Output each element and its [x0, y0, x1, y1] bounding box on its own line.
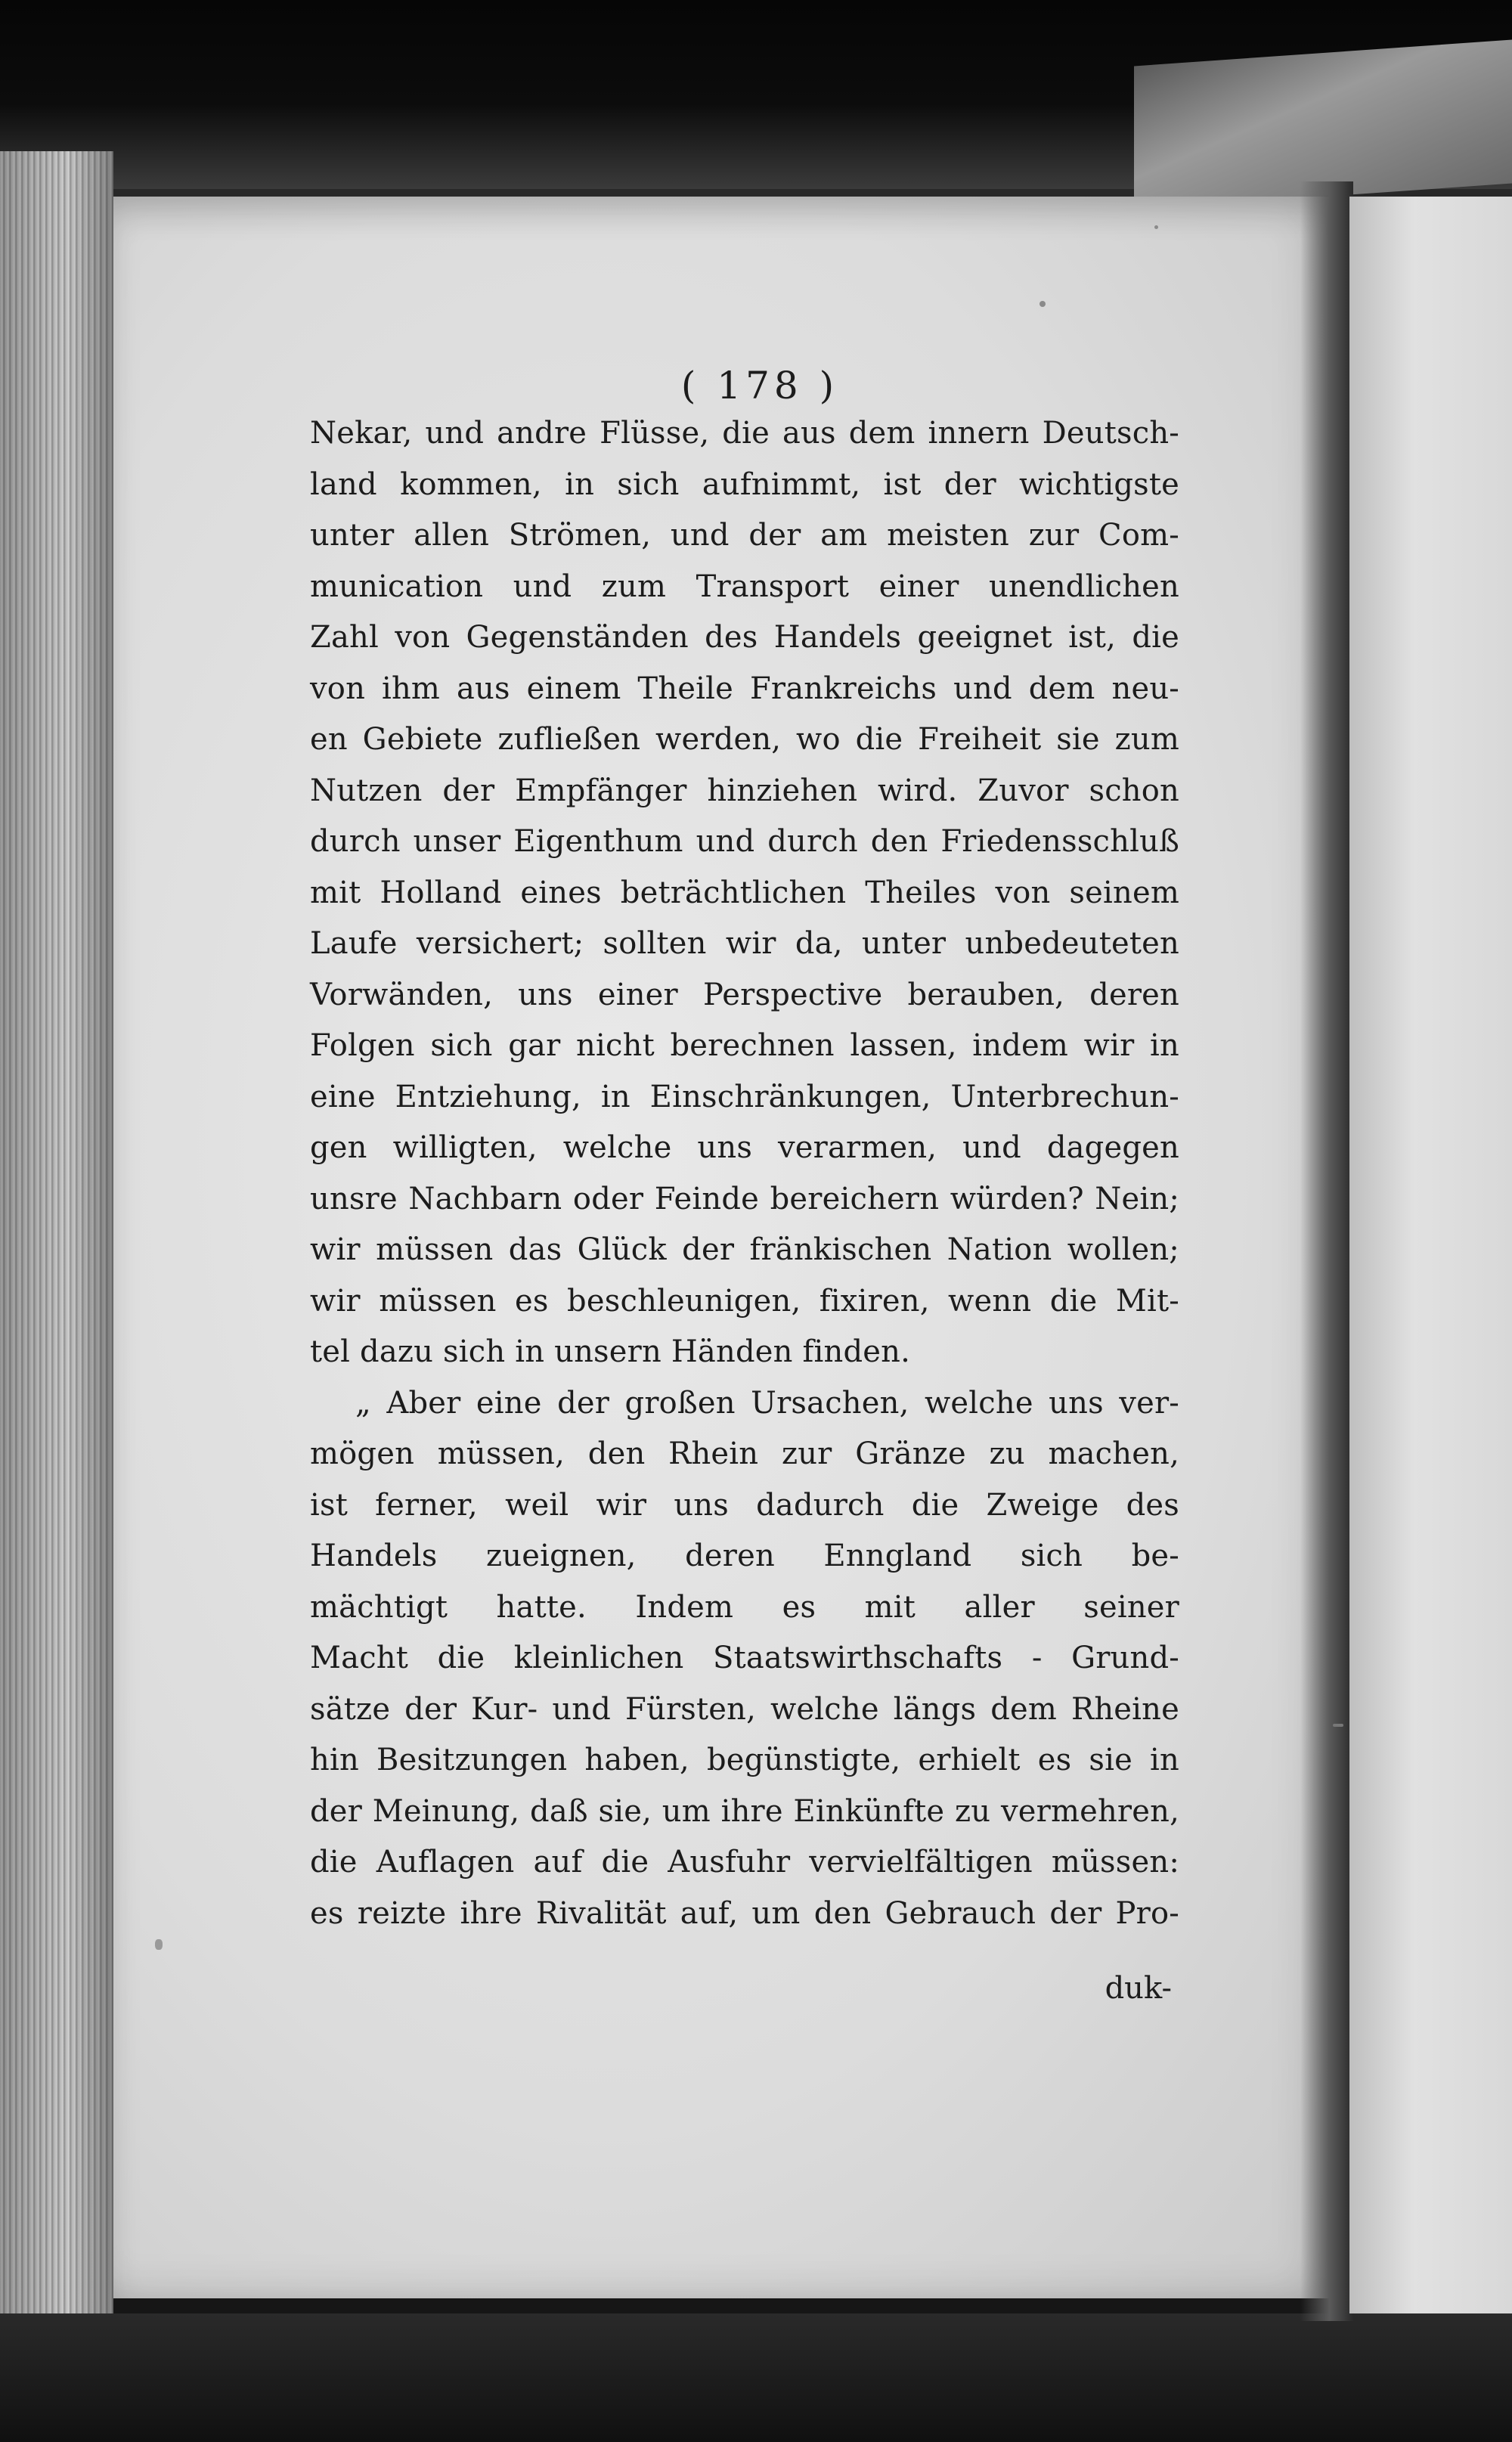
text-line: von ihm aus einem Theile Frankreichs und dem neu- [310, 671, 1179, 706]
text-line: mögen müssen, den Rhein zur Gränze zu machen, [310, 1436, 1179, 1471]
text-line: hin Besitzungen haben, begünstigte, erhielt es sie in [310, 1743, 1179, 1777]
text-line: munication und zum Transport einer unendlichen [310, 569, 1179, 604]
text-line: sätze der Kur- und Fürsten, welche längs dem Rheine [310, 1691, 1179, 1727]
text-line: „ Aber eine der großen Ursachen, welche uns ver- [355, 1385, 1179, 1421]
text-line: wir müssen es beschleunigen, fixiren, wenn die Mit- [310, 1283, 1179, 1319]
text-line: Zahl von Gegenständen des Handels geeignet ist, die [310, 620, 1179, 655]
text-line: der Meinung, daß sie, um ihre Einkünfte zu vermehren, [310, 1793, 1179, 1829]
text-line: Nutzen der Empfänger hinziehen wird. Zuvor schon [310, 773, 1179, 808]
text-line: es reizte ihre Rivalität auf, um den Gebrauch der Pro- [310, 1895, 1179, 1931]
text-line: land kommen, in sich aufnimmt, ist der wichtigste [310, 466, 1179, 502]
text-line: eine Entziehung, in Einschränkungen, Unterbrechun- [310, 1079, 1179, 1114]
text-line: mächtigt hatte. Indem es mit aller seiner [310, 1589, 1179, 1625]
catchword: duk- [1105, 1971, 1172, 2006]
text-line: ist ferner, weil wir uns dadurch die Zweige des [310, 1487, 1179, 1523]
text-line: Nekar, und andre Flüsse, die aus dem innern Deutsch- [310, 416, 1179, 451]
page-number: ( 178 ) [680, 364, 839, 408]
text-line: die Auflagen auf die Ausfuhr vervielfältigen müssen: [310, 1845, 1179, 1880]
facing-page [1349, 197, 1512, 2313]
text-line: gen willigten, welche uns verarmen, und dagegen [310, 1130, 1179, 1165]
book-bottom-edge [0, 2313, 1512, 2442]
text-line: wir müssen das Glück der fränkischen Nation wollen; [310, 1232, 1179, 1267]
text-line: en Gebiete zufließen werden, wo die Freiheit sie zum [310, 722, 1179, 757]
text-line: Macht die kleinlichen Staatswirthschafts - Grund- [310, 1641, 1179, 1675]
text-line: durch unser Eigenthum und durch den Friedensschluß [310, 824, 1179, 859]
text-line: mit Holland eines beträchtlichen Theiles von seinem [310, 875, 1179, 910]
text-line: unter allen Strömen, und der am meisten zur Com- [310, 518, 1179, 553]
text-line: unsre Nachbarn oder Feinde bereichern würden? Nein; [310, 1181, 1179, 1216]
text-line: Laufe versichert; sollten wir da, unter unbedeuteten [310, 926, 1179, 961]
text-line: tel dazu sich in unsern Händen finden. [310, 1334, 911, 1369]
page-gutter [1300, 181, 1353, 2321]
text-block [310, 363, 1179, 2015]
text-line: Handels zueignen, deren Enngland sich be- [310, 1539, 1179, 1573]
text-line: Folgen sich gar nicht berechnen lassen, indem wir in [310, 1028, 1179, 1063]
text-line: Vorwänden, uns einer Perspective berauben, deren [310, 977, 1179, 1012]
